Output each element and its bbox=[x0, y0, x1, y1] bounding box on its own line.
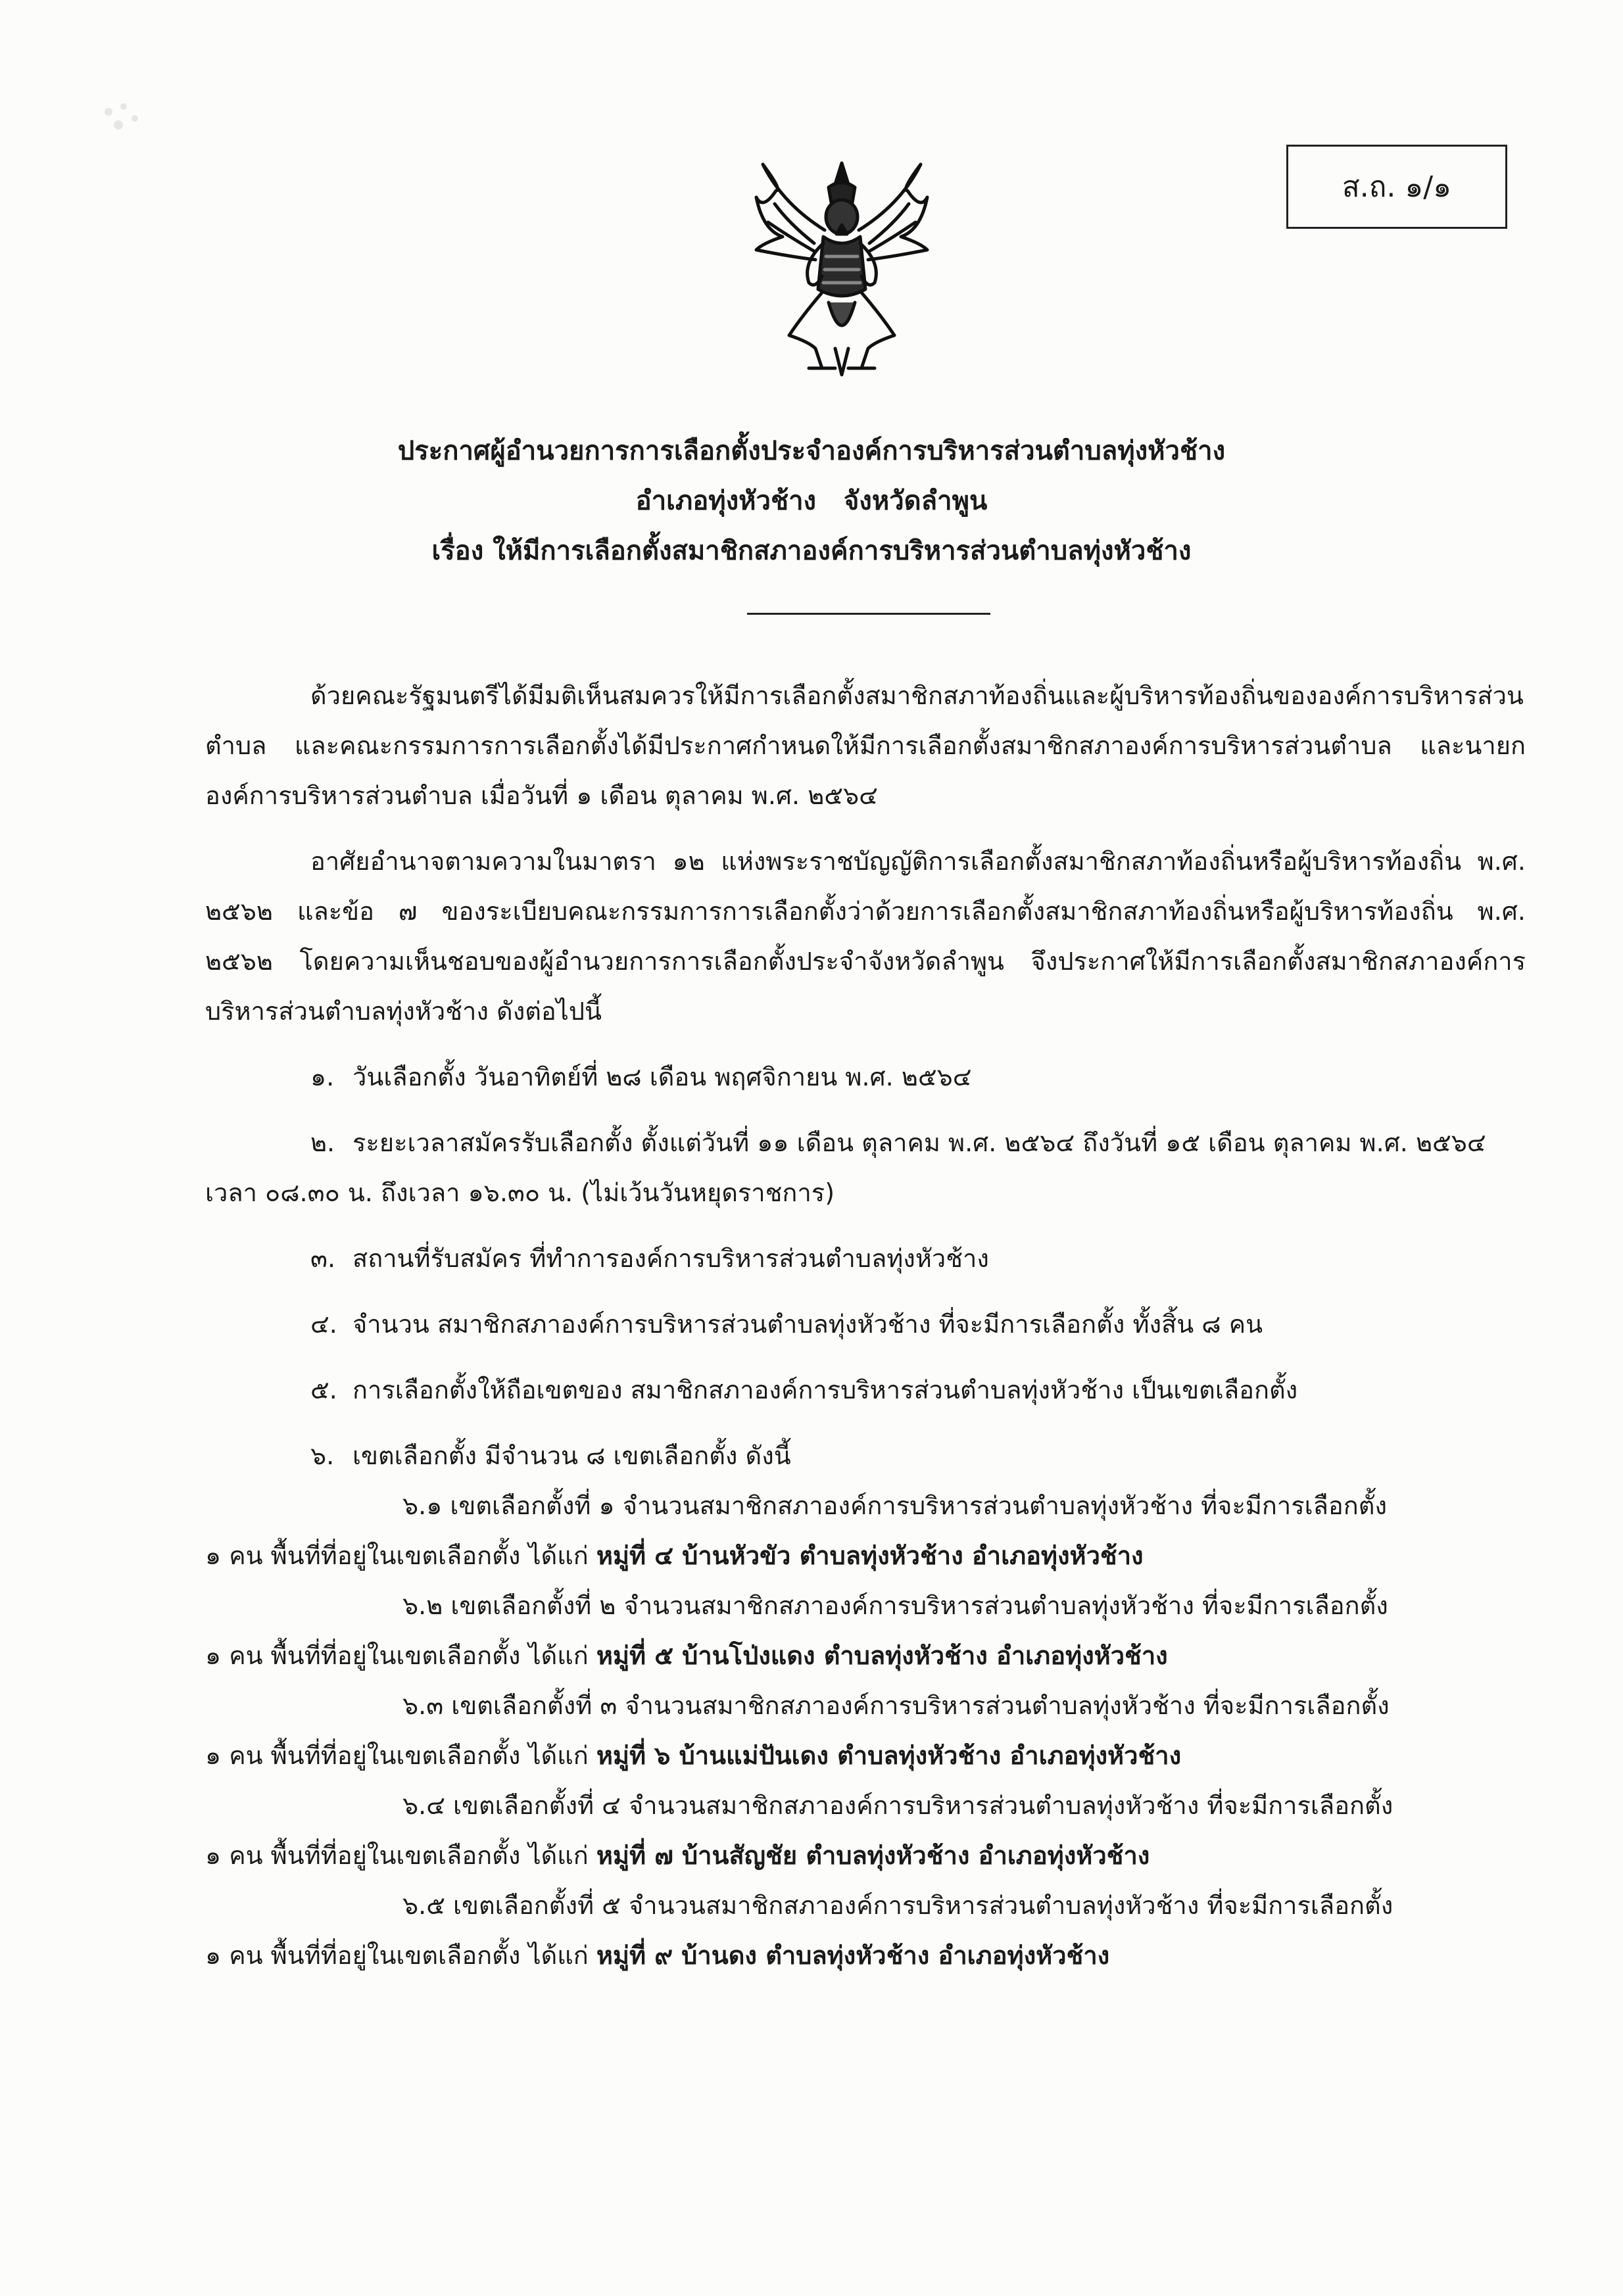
district-6-3 bbox=[205, 1681, 1526, 1781]
district-area-line bbox=[205, 1731, 1526, 1781]
item-1 bbox=[205, 1052, 1526, 1102]
item-number: ๔. bbox=[310, 1310, 337, 1339]
district-heading: ๖.๒ เขตเลือกตั้งที่ ๒ จำนวนสมาชิกสภาองค์การบริหารส่วนตำบลทุ่งหัวช้าง ที่จะมีการเลือกตั้ง bbox=[402, 1591, 1388, 1620]
item-number: ๑. bbox=[310, 1063, 335, 1091]
district-heading: ๖.๑ เขตเลือกตั้งที่ ๑ จำนวนสมาชิกสภาองค์การบริหารส่วนตำบลทุ่งหัวช้าง ที่จะมีการเลือกตั้ง bbox=[402, 1491, 1387, 1520]
district-area-line bbox=[205, 1930, 1526, 1980]
item-3 bbox=[205, 1233, 1526, 1283]
district-lead: ๑ คน พื้นที่ที่อยู่ในเขตเลือกตั้ง ได้แก่ bbox=[205, 1941, 596, 1970]
title-line-3: เรื่อง ให้มีการเลือกตั้งสมาชิกสภาองค์การบริหารส่วนตำบลทุ่งหัวช้าง bbox=[431, 536, 1192, 566]
district-lead: ๑ คน พื้นที่ที่อยู่ในเขตเลือกตั้ง ได้แก่ bbox=[205, 1641, 596, 1670]
form-code-box bbox=[1286, 145, 1507, 229]
item-text: เขตเลือกตั้ง มีจำนวน ๘ เขตเลือกตั้ง ดังนี้ bbox=[352, 1441, 791, 1470]
district-6-1 bbox=[205, 1481, 1526, 1581]
item-text: การเลือกตั้งให้ถือเขตของ สมาชิกสภาองค์การบริหารส่วนตำบลทุ่งหัวช้าง เป็นเขตเลือกตั้ง bbox=[352, 1375, 1298, 1404]
district-lead: ๑ คน พื้นที่ที่อยู่ในเขตเลือกตั้ง ได้แก่ bbox=[205, 1741, 596, 1770]
item-text: ระยะเวลาสมัครรับเลือกตั้ง ตั้งแต่วันที่ ๑๑ เดือน ตุลาคม พ.ศ. ๒๕๖๔ ถึงวันที่ ๑๕ เดือน ตุลาคม พ.ศ. ๒๕๖๔ เวลา ๐๘.๓๐ น. ถึงเวลา ๑๖.๓๐ น. (ไม่เว้นวันหยุดราชการ) bbox=[205, 1128, 1486, 1207]
item-number: ๒. bbox=[310, 1128, 335, 1157]
district-area: หมู่ที่ ๕ บ้านโป่งแดง ตำบลทุ่งหัวช้าง อำเภอทุ่งหัวช้าง bbox=[596, 1641, 1168, 1670]
district-area-line bbox=[205, 1531, 1526, 1581]
district-6-2 bbox=[205, 1581, 1526, 1681]
district-6-4 bbox=[205, 1781, 1526, 1880]
district-area: หมู่ที่ ๖ บ้านแม่ปันเดง ตำบลทุ่งหัวช้าง อำเภอทุ่งหัวช้าง bbox=[596, 1741, 1182, 1770]
district-area: หมู่ที่ ๔ บ้านหัวขัว ตำบลทุ่งหัวช้าง อำเภอทุ่งหัวช้าง bbox=[596, 1541, 1144, 1570]
item-text: วันเลือกตั้ง วันอาทิตย์ที่ ๒๘ เดือน พฤศจิกายน พ.ศ. ๒๕๖๔ bbox=[352, 1063, 972, 1091]
paragraph-1: ด้วยคณะรัฐมนตรีได้มีมติเห็นสมควรให้มีการเลือกตั้งสมาชิกสภาท้องถิ่นและผู้บริหารท้องถิ่นขององค์การบริหารส่วนตำบล และคณะกรรมการการเลือกตั้งได้มีประกาศกำหนดให้มีการเลือกตั้งสมาชิกสภาองค์การบริหารส่วนตำบล และนายกองค์การบริหารส่วนตำบล เมื่อวันที่ ๑ เดือน ตุลาคม พ.ศ. ๒๕๖๔ bbox=[205, 681, 1526, 810]
district-area-line bbox=[205, 1631, 1526, 1681]
district-heading: ๖.๕ เขตเลือกตั้งที่ ๕ จำนวนสมาชิกสภาองค์การบริหารส่วนตำบลทุ่งหัวช้าง ที่จะมีการเลือกตั้ง bbox=[402, 1891, 1393, 1920]
district-heading: ๖.๔ เขตเลือกตั้งที่ ๔ จำนวนสมาชิกสภาองค์การบริหารส่วนตำบลทุ่งหัวช้าง ที่จะมีการเลือกตั้ง bbox=[402, 1791, 1393, 1820]
item-number: ๕. bbox=[310, 1375, 337, 1404]
announcement-title bbox=[197, 426, 1426, 576]
district-heading: ๖.๓ เขตเลือกตั้งที่ ๓ จำนวนสมาชิกสภาองค์การบริหารส่วนตำบลทุ่งหัวช้าง ที่จะมีการเลือกตั้ง bbox=[402, 1691, 1390, 1720]
title-divider bbox=[747, 613, 990, 615]
item-number: ๓. bbox=[310, 1244, 336, 1273]
scan-smudge-icon bbox=[99, 99, 145, 138]
garuda-emblem-icon bbox=[737, 151, 947, 381]
item-4 bbox=[205, 1299, 1526, 1349]
district-area: หมู่ที่ ๙ บ้านดง ตำบลทุ่งหัวช้าง อำเภอทุ่งหัวช้าง bbox=[596, 1941, 1110, 1970]
title-line-1: ประกาศผู้อำนวยการการเลือกตั้งประจำองค์การบริหารส่วนตำบลทุ่งหัวช้าง bbox=[397, 436, 1226, 466]
district-area-line bbox=[205, 1830, 1526, 1880]
district-area: หมู่ที่ ๗ บ้านสัญชัย ตำบลทุ่งหัวช้าง อำเภอทุ่งหัวช้าง bbox=[596, 1841, 1150, 1870]
item-2 bbox=[205, 1118, 1526, 1218]
district-lead: ๑ คน พื้นที่ที่อยู่ในเขตเลือกตั้ง ได้แก่ bbox=[205, 1841, 596, 1870]
form-code: ส.ถ. ๑/๑ bbox=[1342, 170, 1452, 204]
item-number: ๖. bbox=[310, 1441, 335, 1470]
district-lead: ๑ คน พื้นที่ที่อยู่ในเขตเลือกตั้ง ได้แก่ bbox=[205, 1541, 596, 1570]
paragraph-2: อาศัยอำนาจตามความในมาตรา ๑๒ แห่งพระราชบัญญัติการเลือกตั้งสมาชิกสภาท้องถิ่นหรือผู้บริหารท้องถิ่น พ.ศ. ๒๕๖๒ และข้อ ๗ ของระเบียบคณะกรรมการการเลือกตั้งว่าด้วยการเลือกตั้งสมาชิกสภาท้องถิ่นหรือผู้บริหารท้องถิ่น พ.ศ. ๒๕๖๒ โดยความเห็นชอบของผู้อำนวยการการเลือกตั้งประจำจังหวัดลำพูน จึงประกาศให้มีการเลือกตั้งสมาชิกสภาองค์การบริหารส่วนตำบลทุ่งหัวช้าง ดังต่อไปนี้ bbox=[205, 847, 1526, 1026]
item-text: จำนวน สมาชิกสภาองค์การบริหารส่วนตำบลทุ่งหัวช้าง ที่จะมีการเลือกตั้ง ทั้งสิ้น ๘ คน bbox=[352, 1310, 1263, 1339]
item-6 bbox=[205, 1431, 1526, 1481]
item-5 bbox=[205, 1365, 1526, 1415]
district-6-5 bbox=[205, 1880, 1526, 1980]
item-text: สถานที่รับสมัคร ที่ทำการองค์การบริหารส่วนตำบลทุ่งหัวช้าง bbox=[352, 1244, 989, 1273]
title-line-2: อำเภอทุ่งหัวช้าง จังหวัดลำพูน bbox=[635, 486, 988, 516]
announcement-body bbox=[205, 671, 1526, 1980]
